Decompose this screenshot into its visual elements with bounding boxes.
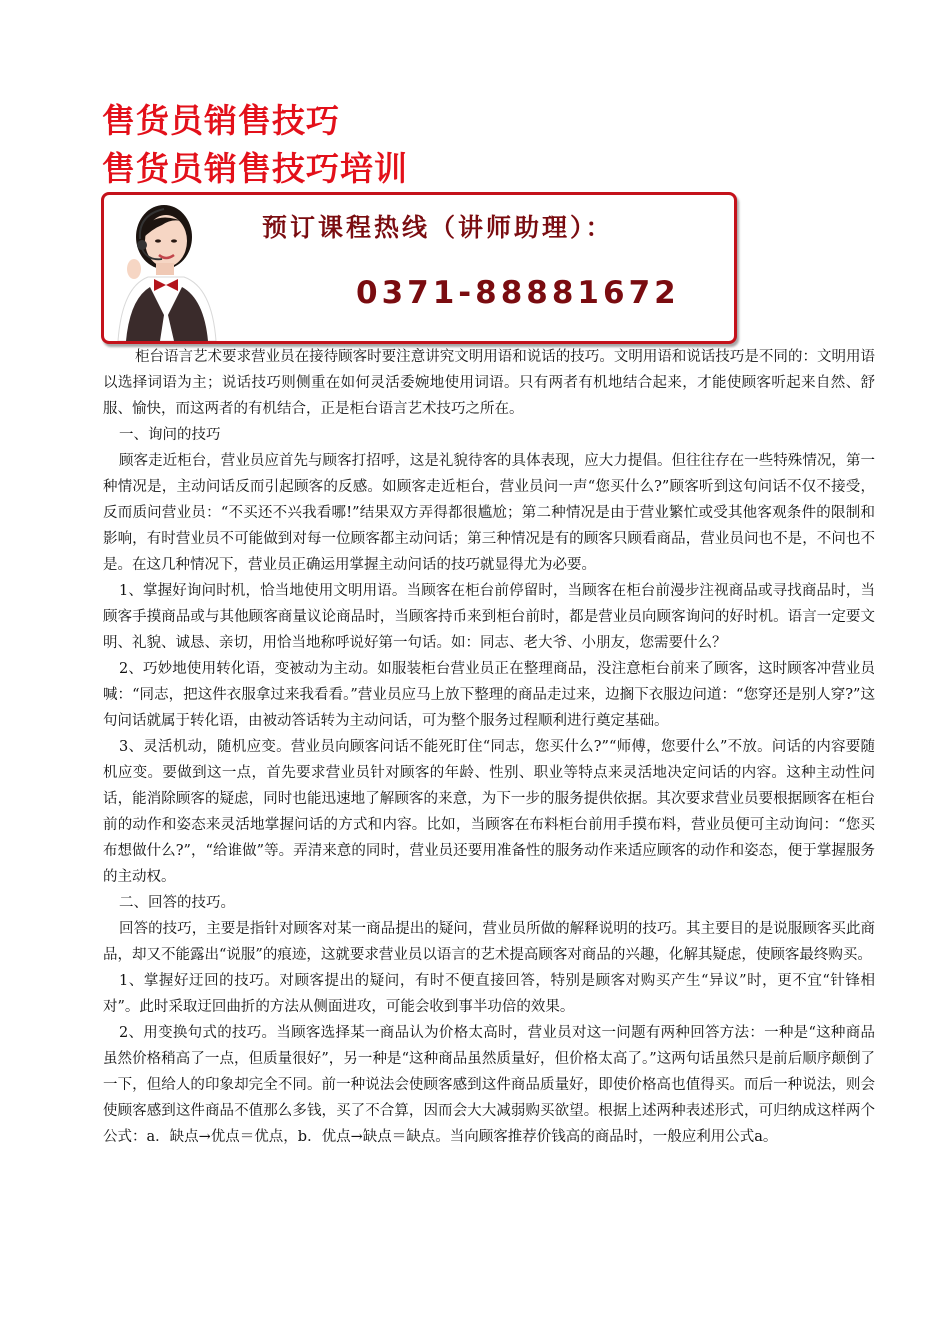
paragraph: 1、掌握好迂回的技巧。对顾客提出的疑问，有时不便直接回答，特别是顾客对购买产生“异议”时，更不宜“针锋相对”。此时采取迂回曲折的方法从侧面进攻，可能会收到事半功倍的效果。 [103, 973, 875, 1015]
paragraph-intro: 柜台语言艺术要求营业员在接待顾客时要注意讲究文明用语和说话的技巧。文明用语和说话技巧是不同的：文明用语以选择词语为主；说话技巧则侧重在如何灵活委婉地使用词语。只有两者有机地结合起来，才能使顾客听起来自然、舒服、愉快，而这两者的有机结合，正是柜台语言艺术技巧之所在。 [103, 349, 875, 417]
paragraph: 1、掌握好询问时机，恰当地使用文明用语。当顾客在柜台前停留时，当顾客在柜台前漫步注视商品或寻找商品时，当顾客手摸商品或与其他顾客商量议论商品时，当顾客持币来到柜台前时，都是营业员向顾客询问的好时机。语言一定要文明、礼貌、诚恳、亲切，用恰当地称呼说好第一句话。如：同志、老大爷、小朋友，您需要什么？ [103, 583, 875, 651]
hotline-phone-number: 0371-88881672 [356, 275, 680, 311]
hotline-label: 预订课程热线（讲师助理）： [262, 213, 614, 242]
paragraph: 回答的技巧，主要是指针对顾客对某一商品提出的疑问，营业员所做的解释说明的技巧。其主要目的是说服顾客买此商品，却又不能露出“说服”的痕迹，这就要求营业员以语言的艺术提高顾客对商品的兴趣，化解其疑虑，使顾客最终购买。 [103, 921, 875, 963]
customer-service-agent-illustration [104, 195, 264, 341]
paragraph: 2、用变换句式的技巧。当顾客选择某一商品认为价格太高时，营业员对这一问题有两种回答方法：一种是“这种商品虽然价格稍高了一点，但质量很好”，另一种是“这种商品虽然质量好，但价格太高了。”这两句话虽然只是前后顺序颠倒了一下，但给人的印象却完全不同。前一种说法会使顾客感到这件商品质量好，即使价格高也值得买。而后一种说法，则会使顾客感到这件商品不值那么多钱，买了不合算，因而会大大减弱购买欲望。根据上述两种表述形式，可归纳成这样两个公式：a．缺点→优点＝优点，b．优点→缺点＝缺点。当向顾客推荐价钱高的商品时，一般应利用公式a。 [103, 1025, 875, 1145]
section-heading-inquiry: 一、询问的技巧 [119, 427, 221, 443]
paragraph: 3、灵活机动，随机应变。营业员向顾客问话不能死盯住“同志，您买什么?”“师傅，您要什么”不放。问话的内容要随机应变。要做到这一点，首先要求营业员针对顾客的年龄、性别、职业等特点来灵活地决定问话的内容。这种主动性问话，能消除顾客的疑虑，同时也能迅速地了解顾客的来意，为下一步的服务提供依据。其次要求营业员要根据顾客在柜台前的动作和姿态来灵活地掌握问话的方式和内容。比如，当顾客在布料柜台前用手摸布料，营业员便可主动询问：“您买布想做什么?”，“给谁做”等。弄清来意的同时，营业员还要用准备性的服务动作来适应顾客的动作和姿态，便于掌握服务的主动权。 [103, 739, 875, 885]
document-title: 售货员销售技巧 [102, 101, 340, 140]
section-heading-answer: 二、回答的技巧。 [119, 895, 235, 911]
paragraph: 顾客走近柜台，营业员应首先与顾客打招呼，这是礼貌待客的具体表现，应大力提倡。但往往存在一些特殊情况，第一种情况是，主动问话反而引起顾客的反感。如顾客走近柜台，营业员问一声“您买什么?”顾客听到这句问话不仅不接受，反而质问营业员：“不买还不兴我看哪!”结果双方弄得都很尴尬；第二种情况是由于营业繁忙或受其他客观条件的限制和影响，有时营业员不可能做到对每一位顾客都主动问话；第三种情况是有的顾客只顾看商品，营业员问也不是，不问也不是。在这几种情况下，营业员正确运用掌握主动问话的技巧就显得尤为必要。 [103, 453, 875, 573]
article-body [103, 344, 875, 1150]
paragraph: 2、巧妙地使用转化语，变被动为主动。如服装柜台营业员正在整理商品，没注意柜台前来了顾客，这时顾客冲营业员喊：“同志，把这件衣服拿过来我看看。”营业员应马上放下整理的商品走过来，边搁下衣服边问道：“您穿还是别人穿?”这句问话就属于转化语，由被动答话转为主动问话，可为整个服务过程顺利进行奠定基础。 [103, 661, 875, 729]
document-subtitle: 售货员销售技巧培训 [102, 149, 408, 188]
hotline-banner [101, 192, 737, 344]
